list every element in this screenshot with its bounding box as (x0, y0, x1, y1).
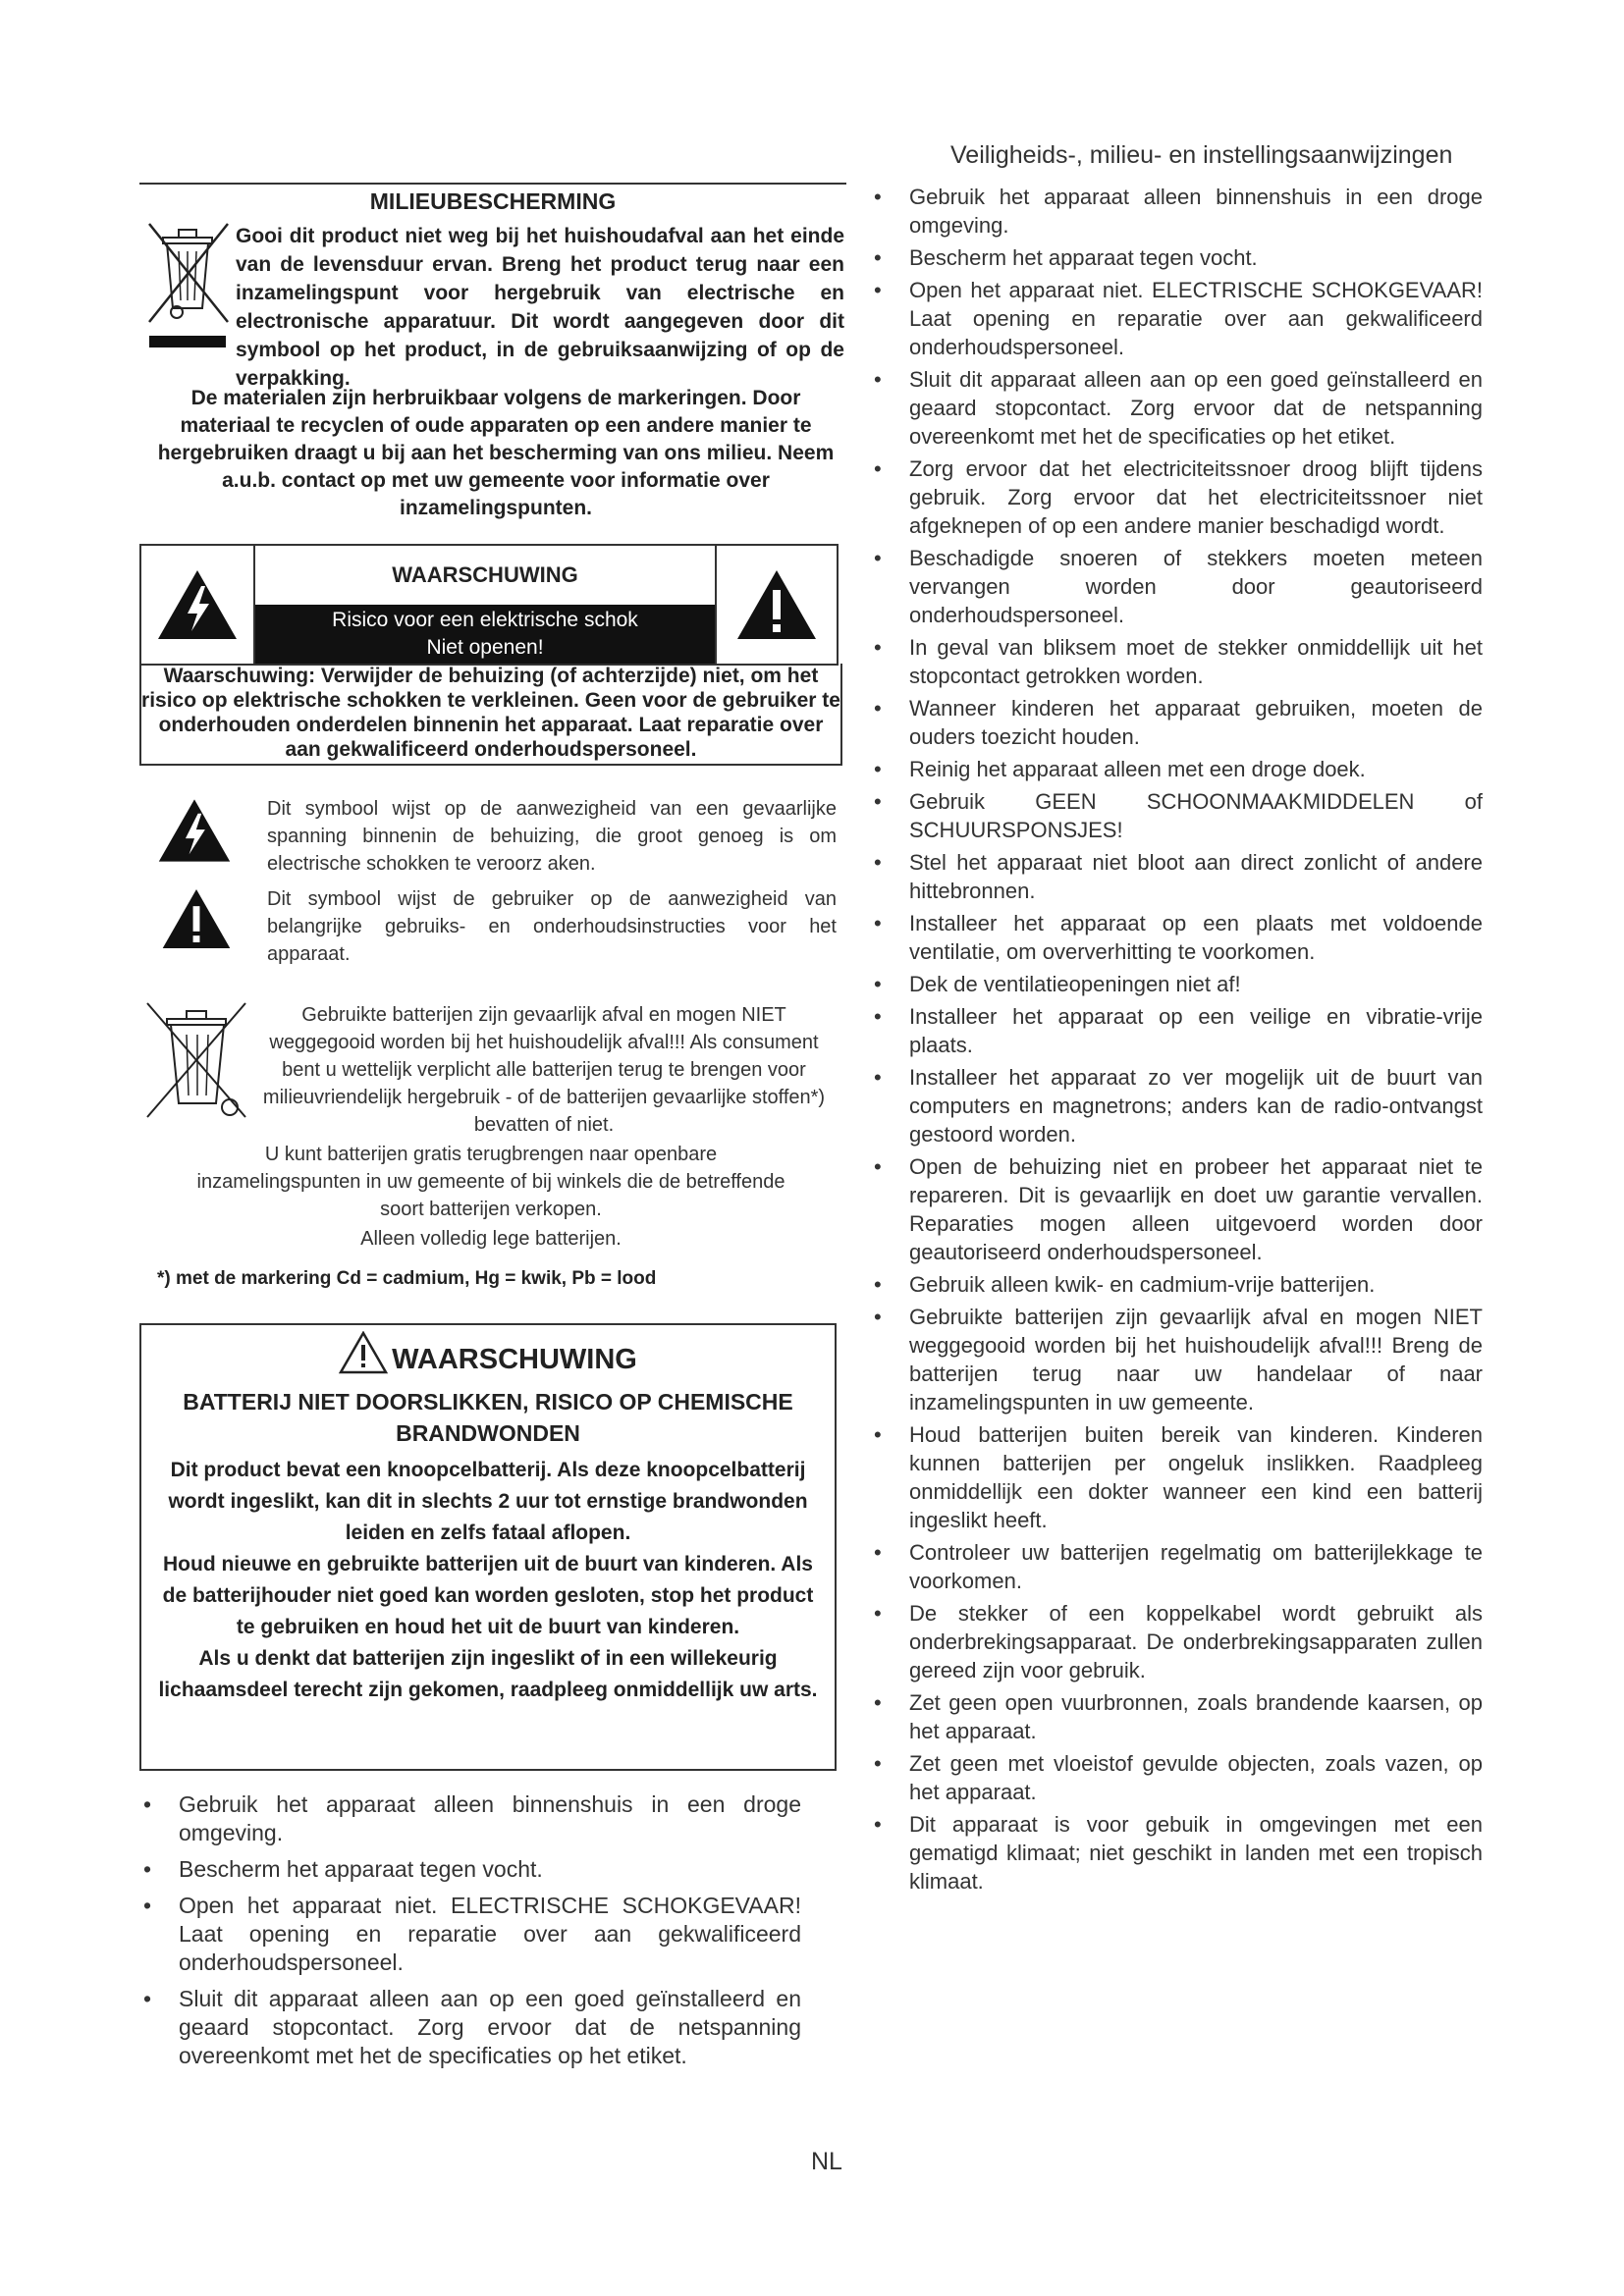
exclamation-symbol-text: Dit symbool wijst de gebruiker op de aanwezigheid van belangrijke gebruiks- en onderhoudsinstructies voor het apparaat. (267, 888, 837, 965)
list-item: • Open het apparaat niet. ELECTRISCHE SCHOKGEVAAR! Laat opening en reparatie over aan gekwalificeerd onderhoudspersoneel. (864, 276, 1483, 361)
list-item: • Sluit dit apparaat alleen aan op een goed geïnstalleerd en geaard stopcontact. Zorg ervoor dat de netspanning overeenkomt met het de specificaties op het etiket. (134, 1985, 801, 2070)
warning-title-cell (255, 546, 715, 664)
weee-bar (149, 336, 226, 347)
list-item: • Stel het apparaat niet bloot aan direct zonlicht of andere hittebronnen. (864, 848, 1483, 905)
lightning-warning-icon (156, 568, 239, 641)
warning-left-cell (141, 546, 255, 664)
milieu-title: MILIEUBESCHERMING (139, 183, 846, 215)
list-item: • Zet geen open vuurbronnen, zoals brandende kaarsen, op het apparaat. (864, 1688, 1483, 1745)
list-item: • Gebruik alleen kwik- en cadmium-vrije batterijen. (864, 1270, 1483, 1299)
list-item: • Houd batterijen buiten bereik van kinderen. Kinderen kunnen batterijen per ongeluk inslikken. Raadpleeg onmiddellijk een dokter wanneer een kind een batterij ingeslikt heeft. (864, 1420, 1483, 1534)
battery-text-1: Gebruikte batterijen zijn gevaarlijk afval en mogen NIET weggegooid worden bij het huishoudelijk afval!!! Als consument bent u wettelijk verplicht alle batterijen terug te brengen voor milieuvriendelijk hergebruik - of de batterijen gevaarlijke stoffen*) bevatten of niet. (262, 1004, 826, 1136)
list-item: • Dit apparaat is voor gebuik in omgevingen met een gematigd klimaat; niet geschikt in landen met een tropisch klimaat. (864, 1810, 1483, 1896)
list-item: • Wanneer kinderen het apparaat gebruiken, moeten de ouders toezicht houden. (864, 694, 1483, 751)
list-item: • Installeer het apparaat op een veilige en vibratie-vrije plaats. (864, 1002, 1483, 1059)
warning-line-2: Niet openen! (426, 636, 544, 659)
list-item: • In geval van bliksem moet de stekker onmiddellijk uit het stopcontact getrokken worden. (864, 633, 1483, 690)
milieu-paragraph-2: De materialen zijn herbruikbaar volgens de markeringen. Door materiaal te recyclen of oude apparaten op een andere manier te hergebruiken draagt u bij aan het bescherming van ons milieu. Neem a.u.b. contact op met uw gemeente voor informatie over inzamelingspunten. (157, 387, 835, 519)
battery-warning-p2: Houd nieuwe en gebruikte batterijen uit de buurt van kinderen. Als de batterijhouder niet goed kan worden gesloten, stop het product te gebruiken en houd het uit de buurt van kinderen. (162, 1553, 814, 1638)
page-language-code: NL (811, 2148, 842, 2175)
list-item: • Installeer het apparaat zo ver mogelijk uit de buurt van computers en magnetrons; anders kan de radio-ontvangst gestoord worden. (864, 1063, 1483, 1148)
list-item: • Beschadigde snoeren of stekkers moeten meteen vervangen worden door geautoriseerd onderhoudspersoneel. (864, 544, 1483, 629)
list-item: • Zorg ervoor dat het electriciteitssnoer droog blijft tijdens gebruik. Zorg ervoor dat het electriciteitssnoer niet afgeknepen of op een andere manier beschadigd wordt. (864, 454, 1483, 540)
battery-warning-body (155, 1455, 821, 1706)
warning-line-1: Risico voor een elektrische schok (332, 609, 638, 631)
warning-box (139, 544, 839, 666)
lightning-symbol-text: Dit symbool wijst op de aanwezigheid van een gevaarlijke spanning binnenin de behuizing, die groot genoeg is om electrische schokken te veroorz aken. (267, 798, 837, 875)
warning-triangle-icon (339, 1331, 388, 1374)
warning-text: Waarschuwing: Verwijder de behuizing (of achterzijde) niet, om het risico op elektrische schokken te verkleinen. Geen voor de gebruiker te onderhouden onderdelen binnenin het apparaat. Laat reparatie over aan gekwalificeerd onderhoudspersoneel. (139, 664, 842, 766)
right-safety-list (864, 183, 1483, 1899)
battery-warning-p1: Dit product bevat een knoopcelbatterij. Als deze knoopcelbatterij wordt ingeslikt, kan dit in slechts 2 uur tot ernstige brandwonden leiden en zelfs fataal aflopen. (168, 1459, 808, 1544)
battery-warning-box (139, 1323, 837, 1771)
list-item: • Sluit dit apparaat alleen aan op een goed geïnstalleerd en geaard stopcontact. Zorg ervoor dat de netspanning overeenkomt met het de specificaties op het etiket. (864, 365, 1483, 451)
page-header: Veiligheids-, milieu- en instellingsaanwijzingen (950, 141, 1453, 169)
crossed-battery-bin-icon (139, 997, 257, 1123)
battery-warning-p3: Als u denkt dat batterijen zijn ingeslikt of in een willekeurig lichaamsdeel terecht zijn gekomen, raadpleeg onmiddellijk uw arts. (158, 1647, 818, 1701)
list-item: • Gebruik GEEN SCHOONMAAKMIDDELEN of SCHUURSPONSJES! (864, 787, 1483, 844)
list-item: • Controleer uw batterijen regelmatig om batterijlekkage te voorkomen. (864, 1538, 1483, 1595)
warning-title: WAARSCHUWING (392, 562, 578, 587)
battery-warning-heading (141, 1331, 835, 1376)
warning-band (255, 605, 715, 664)
list-item: • Bescherm het apparaat tegen vocht. (864, 243, 1483, 272)
battery-text-3: Alleen volledig lege batterijen. (360, 1228, 622, 1250)
list-item: • Open de behuizing niet en probeer het apparaat niet te repareren. Dit is gevaarlijk en doet uw garantie vervallen. Reparaties mogen alleen uitgevoerd worden door geautoriseerd onderhoudspersoneel. (864, 1152, 1483, 1266)
lightning-icon (157, 797, 232, 864)
battery-text-2: U kunt batterijen gratis terugbrengen naar openbare inzamelingspunten in uw gemeente of bij winkels die de betreffende soort batterijen verkopen. (196, 1144, 785, 1220)
milieu-paragraph: Gooi dit product niet weg bij het huishoudafval aan het einde van de levensduur ervan. Breng het product terug naar een inzamelingspunt voor hergebruik van electrische en electronische apparatuur. Dit wordt aangegeven door dit symbool op het product, in de gebruiksaanwijzing of op de verpakking. (236, 225, 844, 390)
crossed-bin-icon (143, 218, 234, 328)
list-item: • Open het apparaat niet. ELECTRISCHE SCHOKGEVAAR! Laat opening en reparatie over aan gekwalificeerd onderhoudspersoneel. (134, 1892, 801, 1977)
battery-footnote: *) met de markering Cd = cadmium, Hg = kwik, Pb = lood (157, 1268, 657, 1289)
list-item: • Bescherm het apparaat tegen vocht. (134, 1855, 801, 1884)
list-item: • Dek de ventilatieopeningen niet af! (864, 970, 1483, 998)
left-safety-list (134, 1790, 801, 2078)
exclamation-icon (161, 887, 232, 950)
battery-warning-subtitle: BATTERIJ NIET DOORSLIKKEN, RISICO OP CHEMISCHE BRANDWONDEN (183, 1389, 793, 1446)
list-item: • Gebruikte batterijen zijn gevaarlijk afval en mogen NIET weggegooid worden bij het huishoudelijk afval!!! Breng de batterijen terug naar uw handelaar of naar inzamelingspunten in uw gemeente. (864, 1303, 1483, 1416)
list-item: • Reinig het apparaat alleen met een droge doek. (864, 755, 1483, 783)
battery-warning-title: WAARSCHUWING (392, 1344, 637, 1375)
warning-right-cell (715, 546, 837, 664)
list-item: • Gebruik het apparaat alleen binnenshuis in een droge omgeving. (864, 183, 1483, 240)
list-item: • Zet geen met vloeistof gevulde objecten, zoals vazen, op het apparaat. (864, 1749, 1483, 1806)
exclamation-warning-icon (735, 568, 818, 641)
list-item: • Gebruik het apparaat alleen binnenshuis in een droge omgeving. (134, 1790, 801, 1847)
list-item: • De stekker of een koppelkabel wordt gebruikt als onderbrekingsapparaat. De onderbrekingsapparaten zullen gereed zijn voor gebruik. (864, 1599, 1483, 1684)
list-item: • Installeer het apparaat op een plaats met voldoende ventilatie, om oververhitting te voorkomen. (864, 909, 1483, 966)
